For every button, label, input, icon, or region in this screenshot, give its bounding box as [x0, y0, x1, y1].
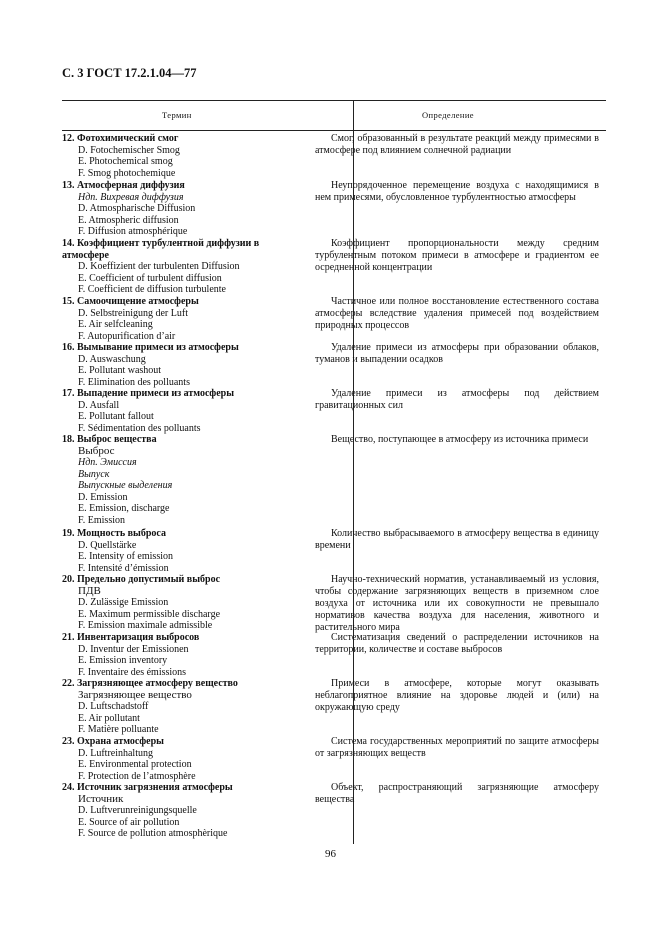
term-line: D. Koeffizient der turbulenten Diffusion: [78, 261, 240, 272]
term-line: F. Coefficient de diffusion turbulente: [78, 284, 226, 295]
definition-text: Неупорядоченное перемещение воздуха с находящимися в нем примесями, обусловленное турбулентностью атмосферы: [315, 180, 599, 203]
term-line: F. Inventaire des émissions: [78, 666, 187, 678]
term-line: E. Emission, discharge: [78, 503, 170, 514]
term-line: Выпуск: [78, 468, 110, 480]
term-number: 15.: [62, 296, 75, 307]
definition-text: Примеси в атмосфере, которые могут оказывать неблагоприятное влияние на здоровье людей и (или) на окружающую среду: [315, 678, 599, 713]
term-number: 18.: [62, 434, 75, 445]
term-line: E. Air selfcleaning: [78, 319, 153, 330]
term-title: [62, 133, 284, 145]
term-number: 13.: [62, 180, 75, 191]
term-line: E. Air pollutant: [78, 712, 140, 724]
term-line: F. Source de pollution atmosphèrique: [78, 828, 228, 839]
term-line: D. Luftreinhaltung: [78, 747, 153, 759]
term-line: E. Source of air pollution: [78, 816, 180, 828]
term-entry-18: [62, 434, 284, 526]
term-name: Источник загрязнения атмосферы: [77, 782, 233, 793]
term-line: D. Ausfall: [78, 399, 120, 411]
term-title: [62, 678, 284, 690]
definition-text: Вещество, поступающее в атмосферу из источника примеси: [331, 434, 589, 445]
term-line: E. Pollutant washout: [78, 365, 162, 376]
term-line: Ндп. Эмиссия: [78, 457, 137, 468]
term-line: D. Selbstreinigung der Luft: [78, 307, 188, 319]
term-title: [62, 434, 284, 446]
term-line: Ндп. Вихревая диффузия: [78, 191, 184, 203]
term-title: [62, 388, 284, 400]
term-number: 14.: [62, 238, 75, 249]
definition-text: Удаление примеси из атмосферы под действием гравитационных сил: [315, 388, 599, 411]
definition-text: Коэффициент пропорциональности между средним турбулентным потоком примеси в атмосфере и градиентом ее осредненной концентрации: [315, 238, 599, 273]
term-number: 22.: [62, 678, 75, 689]
term-line: Загрязняющее вещество: [78, 688, 192, 701]
term-line: D. Zulässige Emission: [78, 597, 169, 608]
term-entry-20: [62, 574, 284, 632]
term-title: [62, 296, 284, 308]
term-title: [62, 528, 284, 540]
term-number: 21.: [62, 632, 75, 643]
term-name: Коэффициент турбулентной диффузии в атмосфере: [62, 238, 260, 261]
term-entry-14: [62, 238, 284, 296]
term-line: F. Sédimentation des polluants: [78, 422, 201, 434]
term-number: 23.: [62, 736, 75, 747]
definition-text: Систематизация сведений о распределении источников на территории, количестве и составе выбросов: [315, 632, 599, 655]
term-name: Охрана атмосферы: [77, 736, 164, 747]
term-line: F. Intensité d’émission: [78, 562, 169, 574]
term-number: 19.: [62, 528, 75, 539]
term-entry-24: [62, 782, 284, 840]
term-line: E. Atmospheric diffusion: [78, 214, 179, 226]
term-name: Выпадение примеси из атмосферы: [77, 388, 235, 399]
term-number: 24.: [62, 782, 75, 793]
term-name: Предельно допустимый выброс: [77, 574, 221, 585]
term-line: ПДВ: [78, 584, 101, 597]
term-line: D. Emission: [78, 491, 128, 503]
term-entry-16: [62, 342, 284, 388]
term-line: D. Inventur der Emissionen: [78, 643, 189, 655]
term-line: F. Diffusion atmosphérique: [78, 226, 188, 237]
definition-text: Частичное или полное восстановление естественного состава атмосферы вследствие удаления примесей под воздействием природных процессов: [315, 296, 599, 331]
term-name: Вымывание примеси из атмосферы: [77, 342, 239, 353]
term-line: F. Emission maximale admissible: [78, 620, 213, 631]
column-header-definition: Определение: [422, 110, 474, 120]
page-header: С. 3 ГОСТ 17.2.1.04—77: [62, 66, 197, 80]
term-name: Выброс вещества: [77, 434, 157, 445]
term-line: E. Coefficient of turbulent diffusion: [78, 272, 222, 284]
definition-text: Научно-технический норматив, устанавливаемый из условия, чтобы содержание загрязняющих веществ в приземном слое воздуха от источника или их совокупности не превышало нормативов качества воздуха для населения, животного и растительного мира: [315, 574, 599, 633]
term-entry-15: [62, 296, 284, 342]
term-line: E. Environmental protection: [78, 759, 192, 770]
column-header-term: Термин: [162, 110, 192, 120]
page-number: 96: [325, 848, 336, 860]
term-entry-17: [62, 388, 284, 434]
term-entry-13: [62, 180, 284, 238]
term-line: D. Fotochemischer Smog: [78, 144, 180, 156]
term-number: 16.: [62, 342, 75, 353]
definition-text: Количество выбрасываемого в атмосферу вещества в единицу времени: [315, 528, 599, 551]
term-entry-19: [62, 528, 284, 574]
term-number: 12.: [62, 133, 75, 144]
term-name: Самоочищение атмосферы: [77, 296, 199, 307]
term-line: D. Atmospharische Diffusion: [78, 203, 196, 214]
term-number: 17.: [62, 388, 75, 399]
term-name: Загрязняющее атмосферу вещество: [77, 678, 238, 689]
term-title: [62, 782, 284, 794]
term-name: Инвентаризация выбросов: [77, 632, 200, 643]
term-entry-23: [62, 736, 284, 782]
term-entry-21: [62, 632, 284, 678]
term-name: Фотохимический смог: [77, 133, 179, 144]
term-title: [62, 180, 284, 192]
term-entry-12: [62, 133, 284, 179]
term-line: F. Smog photochemique: [78, 167, 176, 179]
term-line: F. Elimination des polluants: [78, 376, 190, 388]
term-line: D. Auswaschung: [78, 353, 146, 365]
term-line: E. Photochemical smog: [78, 156, 173, 167]
term-line: F. Emission: [78, 514, 125, 526]
term-line: Выпускные выделения: [78, 480, 173, 491]
definition-text: Удаление примеси из атмосферы при образовании облаков, туманов и выпадении осадков: [315, 342, 599, 365]
term-title: [62, 632, 284, 644]
term-line: D. Luftverunreinigungsquelle: [78, 805, 197, 816]
term-line: D. Quellstärke: [78, 539, 137, 551]
column-divider: [353, 100, 354, 844]
term-name: Мощность выброса: [77, 528, 166, 539]
definition-text: Система государственных мероприятий по защите атмосферы от загрязняющих веществ: [315, 736, 599, 759]
term-line: E. Emission inventory: [78, 655, 168, 666]
term-line: D. Luftschadstoff: [78, 701, 149, 712]
term-line: Выброс: [78, 444, 115, 457]
term-title: [62, 736, 284, 748]
definition-text: Объект, распространяющий загрязняющие атмосферу вещества: [315, 782, 599, 805]
definition-text: Смог, образованный в результате реакций между примесями в атмосфере под влиянием солнечной радиации: [315, 133, 599, 156]
term-line: E. Intensity of emission: [78, 551, 173, 562]
table-header-rule: [62, 130, 606, 131]
term-title: [62, 238, 284, 261]
term-title: [62, 574, 284, 586]
term-name: Атмосферная диффузия: [77, 180, 185, 191]
term-line: F. Protection de l’atmosphère: [78, 770, 196, 782]
term-line: E. Pollutant fallout: [78, 411, 154, 422]
term-line: Источник: [78, 792, 124, 805]
table-top-rule: [62, 100, 606, 101]
term-line: F. Matière polluante: [78, 724, 159, 735]
term-number: 20.: [62, 574, 75, 585]
term-entry-22: [62, 678, 284, 736]
term-title: [62, 342, 284, 354]
term-line: E. Maximum permissible discharge: [78, 608, 221, 620]
term-line: F. Autopurification d’air: [78, 330, 176, 342]
